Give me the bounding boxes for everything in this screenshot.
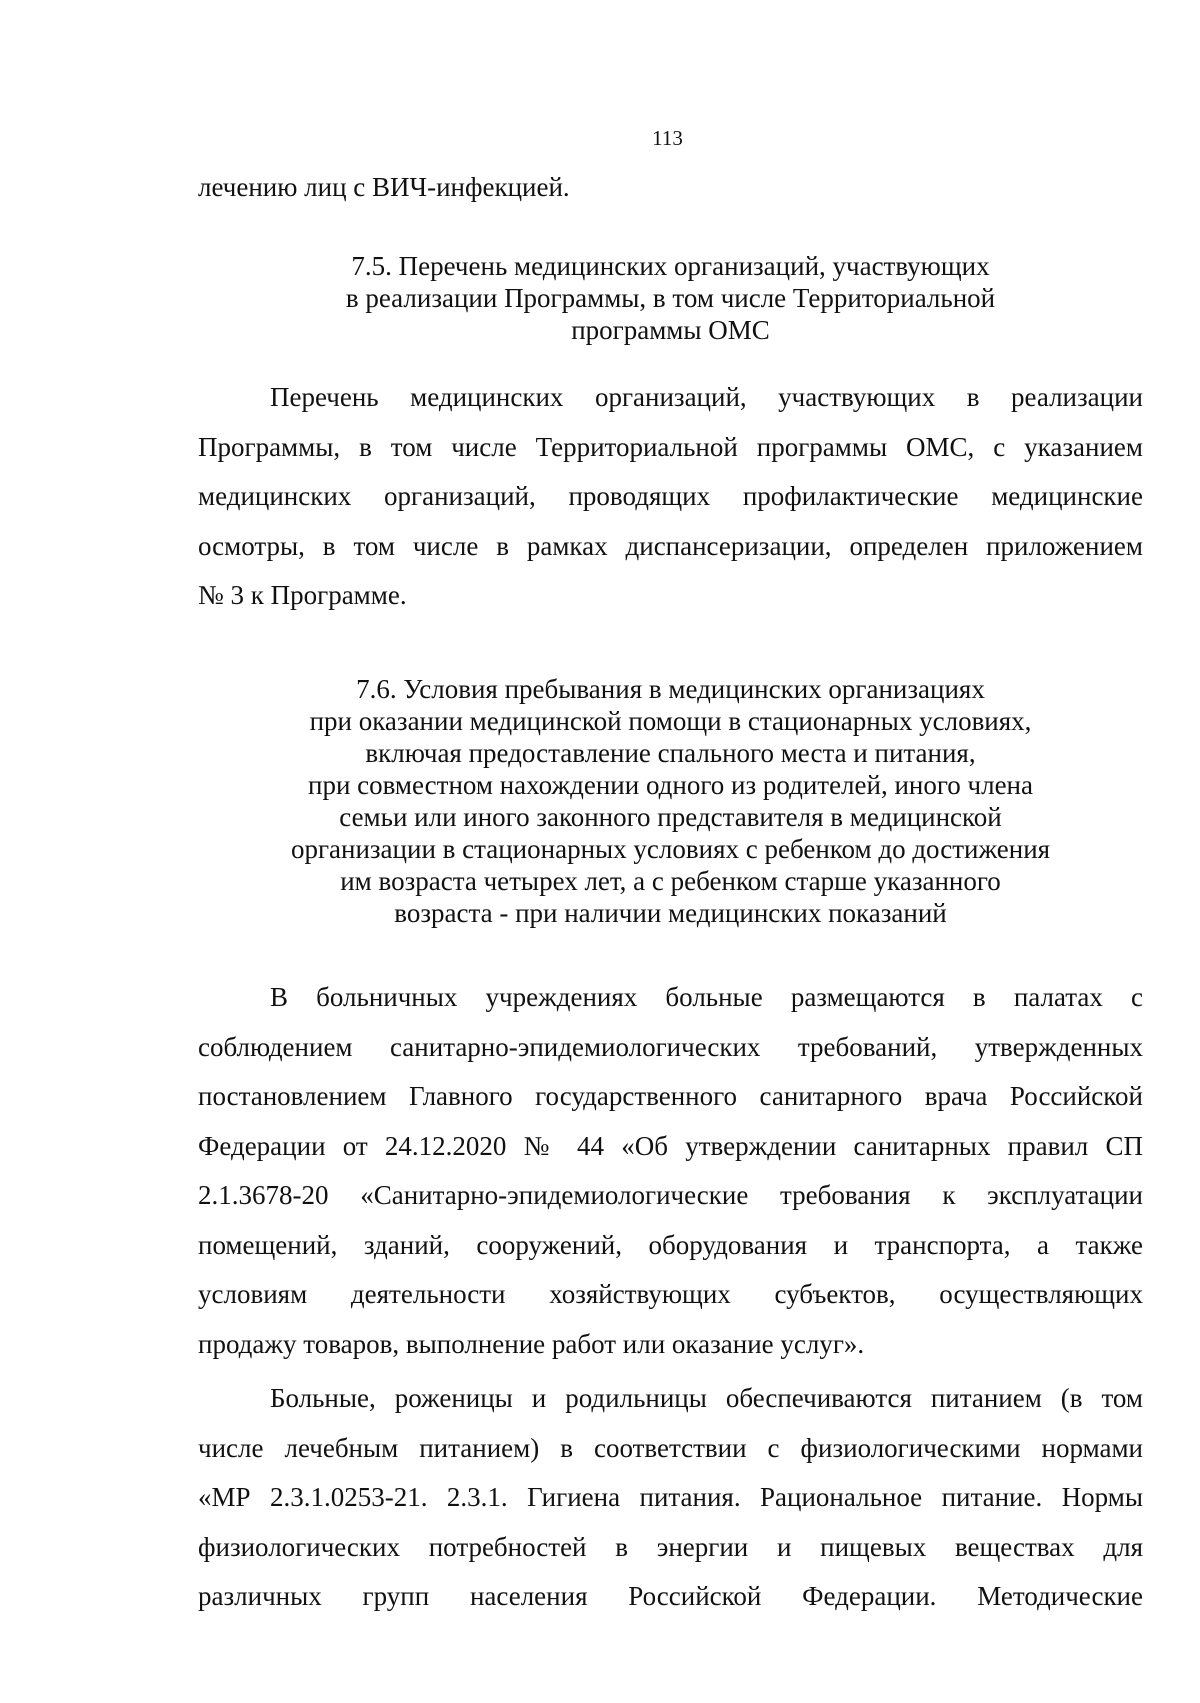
paragraph-line: постановлением Главного государственного санитарного врача Российской — [198, 1081, 1143, 1111]
section-7-5-paragraph — [198, 373, 1143, 621]
paragraph-line: Перечень медицинских организаций, участвующих в реализации — [270, 382, 1143, 412]
paragraph-line: помещений, зданий, сооружений, оборудования и транспорта, а также — [198, 1229, 1143, 1260]
heading-line: при оказании медицинской помощи в стационарных условиях, — [309, 706, 1032, 736]
paragraph-line: различных групп населения Российской Федерации. Методические — [198, 1581, 1143, 1611]
paragraph-line: «МР 2.3.1.0253-21. 2.3.1. Гигиена питания. Рациональное питание. Нормы — [198, 1482, 1143, 1512]
paragraph-line: физиологических потребностей в энергии и пищевых веществах для — [198, 1531, 1143, 1562]
heading-line: возраста - при наличии медицинских показаний — [394, 898, 947, 928]
paragraph-line: Больные, роженицы и родильницы обеспечиваются питанием (в том — [270, 1383, 1143, 1413]
heading-line: при совместном нахождении одного из родителей, иного члена — [308, 770, 1033, 800]
page-number: 113 — [652, 126, 683, 150]
heading-line: 7.6. Условия пребывания в медицинских организациях — [356, 674, 985, 704]
paragraph-line: В больничных учреждениях больные размещаются в палатах с — [270, 982, 1143, 1012]
heading-line: организации в стационарных условиях с ребенком до достижения — [290, 834, 1051, 864]
paragraph-line: медицинских организаций, проводящих профилактические медицинские — [198, 481, 1143, 511]
paragraph-line: осмотры, в том числе в рамках диспансеризации, определен приложением — [198, 530, 1143, 561]
paragraph-line: Федерации от 24.12.2020 № 44 «Об утверждении санитарных правил СП — [198, 1130, 1143, 1161]
section-7-6-heading — [198, 673, 1143, 929]
section-7-6-paragraph-2 — [198, 1374, 1143, 1622]
heading-line: им возраста четырех лет, а с ребенком старше указанного — [340, 866, 1001, 896]
heading-line: 7.5. Перечень медицинских организаций, участвующих — [351, 251, 990, 281]
paragraph-line: 2.1.3678-20 «Санитарно-эпидемиологические требования к эксплуатации — [198, 1180, 1143, 1210]
heading-line: программы ОМС — [571, 315, 770, 345]
paragraph-line: условиям деятельности хозяйствующих субъектов, осуществляющих — [198, 1279, 1143, 1309]
heading-line: в реализации Программы, в том числе Территориальной — [345, 283, 996, 313]
heading-line: семьи или иного законного представителя в медицинской — [339, 802, 1002, 832]
paragraph-line: соблюдением санитарно-эпидемиологических требований, утвержденных — [198, 1031, 1143, 1062]
paragraph-line: числе лечебным питанием) в соответствии с физиологическими нормами — [198, 1432, 1143, 1463]
paragraph-line: продажу товаров, выполнение работ или оказание услуг». — [198, 1328, 865, 1359]
heading-line: включая предоставление спального места и питания, — [365, 738, 976, 768]
section-7-6-paragraph-1 — [198, 973, 1143, 1369]
paragraph-line: № 3 к Программе. — [198, 580, 407, 610]
paragraph-line: Программы, в том числе Территориальной программы ОМС, с указанием — [198, 431, 1143, 462]
section-7-5-heading — [198, 250, 1143, 346]
continuation-text: лечению лиц с ВИЧ-инфекцией. — [198, 172, 570, 202]
